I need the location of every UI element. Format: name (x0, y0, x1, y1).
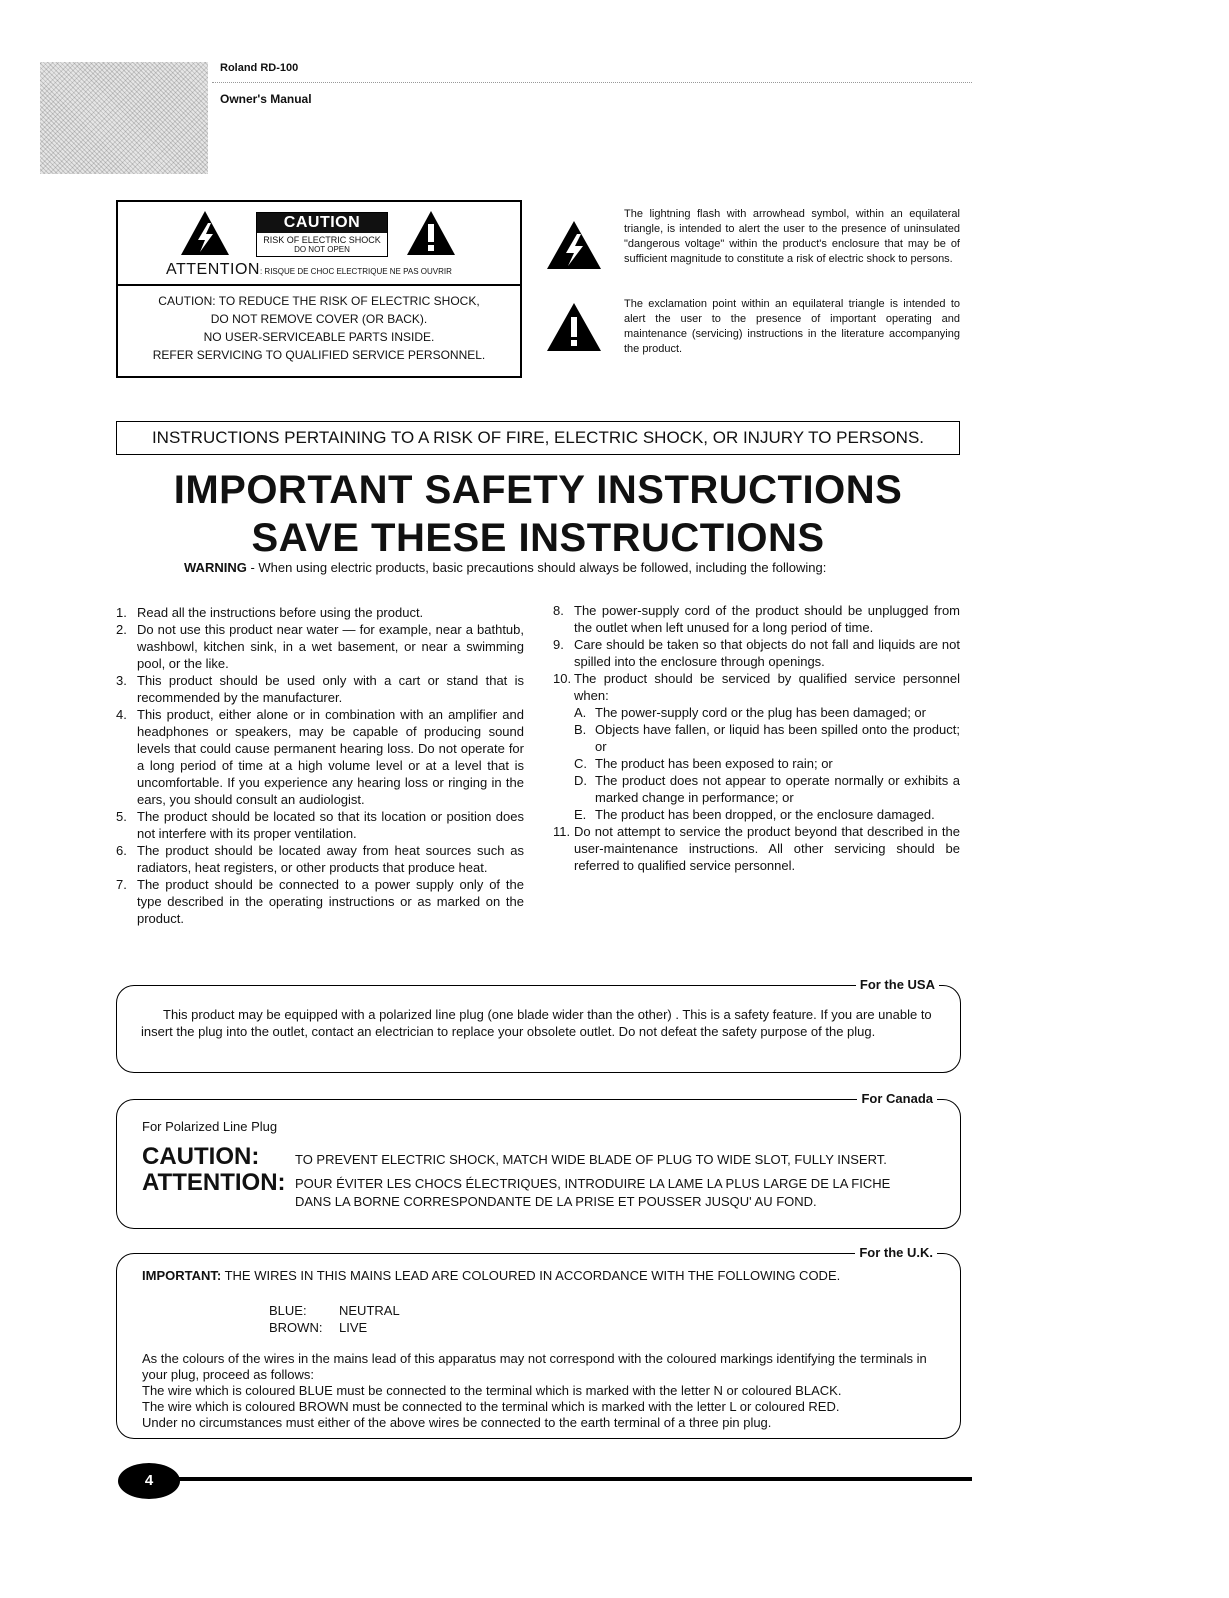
uk-label: For the U.K. (855, 1245, 937, 1260)
caution-box (116, 200, 522, 378)
item-text: Do not attempt to service the product beyond that described in the user-maintenance instructions. All other servicing should be referred to qualified service personnel. (574, 824, 960, 873)
list-item (116, 808, 524, 842)
uk-code-meaning: NEUTRAL (339, 1303, 400, 1318)
canada-attention-text-1: POUR ÉVITER LES CHOCS ÉLECTRIQUES, INTRODUIRE LA LAME LA PLUS LARGE DE LA FICHE (295, 1176, 891, 1191)
instructions-banner: INSTRUCTIONS PERTAINING TO A RISK OF FIRE, ELECTRIC SHOCK, OR INJURY TO PERSONS. (116, 421, 960, 455)
list-item (116, 842, 524, 876)
exclamation-explanation: The exclamation point within an equilateral triangle is intended to alert the user to the presence of important operating and maintenance (servicing) instructions in the literature accompanying the product. (624, 298, 960, 355)
item-text: The product should be located so that its location or position does not interfere with its proper ventilation. (137, 809, 524, 841)
header-brand: Roland RD-100 (220, 62, 299, 74)
exclamation-triangle-icon (546, 302, 602, 352)
footer-rule (168, 1477, 972, 1481)
caution-text-line: NO USER-SERVICEABLE PARTS INSIDE. (203, 330, 435, 344)
attention-line (166, 261, 452, 279)
canada-attention-text-2: DANS LA BORNE CORRESPONDANTE DE LA PRISE ET POUSSER JUSQU' AU FOND. (295, 1194, 817, 1209)
caution-text-line: CAUTION: TO REDUCE THE RISK OF ELECTRIC SHOCK, (158, 294, 480, 308)
caution-label: CAUTION (257, 213, 387, 233)
attention-small: : RISQUE DE CHOC ELECTRIQUE NE PAS OUVRIR (259, 267, 452, 276)
sub-item-letter: A. (574, 705, 587, 720)
sub-list-item (574, 772, 960, 806)
list-item (553, 670, 960, 704)
uk-important-text: THE WIRES IN THIS MAINS LEAD ARE COLOURED IN ACCORDANCE WITH THE FOLLOWING CODE. (221, 1268, 841, 1283)
header-pattern (40, 62, 208, 174)
uk-code-meaning: LIVE (339, 1320, 368, 1335)
canada-caution-label: CAUTION: (142, 1143, 260, 1170)
sub-item-text: Objects have fallen, or liquid has been spilled onto the product; or (595, 722, 960, 754)
sub-list-item (574, 721, 960, 755)
page-subtitle: SAVE THESE INSTRUCTIONS (251, 516, 825, 560)
uk-line: Under no circumstances must either of the above wires be connected to the earth terminal of a three pin plug. (142, 1415, 772, 1430)
item-text: Care should be taken so that objects do not fall and liquids are not spilled into the enclosure through openings. (574, 637, 960, 669)
sub-item-letter: C. (574, 756, 587, 771)
canada-sublabel: For Polarized Line Plug (142, 1119, 278, 1134)
list-item (553, 602, 960, 636)
uk-important-label: IMPORTANT: (142, 1268, 222, 1283)
item-number: 7. (116, 877, 127, 892)
caution-text-line: DO NOT REMOVE COVER (OR BACK). (210, 312, 428, 326)
item-number: 6. (116, 843, 127, 858)
sub-item-text: The product has been exposed to rain; or (595, 756, 833, 771)
exclamation-triangle-icon (406, 210, 456, 256)
item-text: Do not use this product near water — for example, near a bathtub, washbowl, kitchen sink, in a wet basement, or near a swimming pool, or the like. (137, 622, 524, 671)
page-number: 4 (118, 1463, 180, 1499)
list-item (116, 672, 524, 706)
item-number: 9. (553, 637, 564, 652)
warning-label: WARNING (184, 560, 247, 575)
page-title: IMPORTANT SAFETY INSTRUCTIONS (173, 468, 903, 512)
uk-code-colour: BLUE: (269, 1303, 307, 1318)
uk-paragraph (142, 1351, 937, 1431)
item-text: Read all the instructions before using the product. (137, 605, 424, 620)
uk-line: The wire which is coloured BLUE must be connected to the terminal which is marked with the letter N or coloured BLACK. (142, 1383, 842, 1398)
canada-caution-text: TO PREVENT ELECTRIC SHOCK, MATCH WIDE BLADE OF PLUG TO WIDE SLOT, FULLY INSERT. (295, 1152, 887, 1167)
item-number: 8. (553, 603, 564, 618)
sub-item-text: The product does not appear to operate normally or exhibits a marked change in performance; or (595, 773, 960, 805)
sub-list-item (574, 704, 960, 721)
caution-label-box (256, 212, 388, 257)
list-item (116, 621, 524, 672)
caution-text-line: REFER SERVICING TO QUALIFIED SERVICE PERSONNEL. (152, 348, 486, 362)
sub-item-text: The product has been dropped, or the enclosure damaged. (595, 807, 935, 822)
item-text: The product should be serviced by qualified service personnel when: (574, 671, 960, 703)
sub-item-letter: D. (574, 773, 587, 788)
risk-line-1: RISK OF ELECTRIC SHOCK (263, 235, 381, 245)
sub-item-letter: E. (574, 807, 587, 822)
uk-line: The wire which is coloured BROWN must be connected to the terminal which is marked with the letter L or coloured RED. (142, 1399, 840, 1414)
canada-attention-label: ATTENTION: (142, 1169, 286, 1196)
canada-label: For Canada (857, 1091, 937, 1106)
uk-important (142, 1268, 840, 1284)
instructions-left (116, 604, 524, 927)
item-number: 2. (116, 622, 127, 637)
caution-text (118, 292, 520, 364)
usa-text: This product may be equipped with a polarized line plug (one blade wider than the other) . This is a safety feature. If you are unable to insert the plug into the outlet, contact an electrician to replace your obsolete outlet. Do not defeat the safety purpose of the plug. (141, 1007, 932, 1039)
sub-item-letter: B. (574, 722, 587, 737)
item-text: This product, either alone or in combination with an amplifier and headphones or speakers, may be capable of producing sound levels that could cause permanent hearing loss. Do not operate for a long period of time at a high volume level or at a level that is uncomfortable. If you experience any hearing loss or ringing in the ears, you should consult an audiologist. (137, 707, 524, 807)
item-text: The power-supply cord of the product should be unplugged from the outlet when left unused for a long period of time. (574, 603, 960, 635)
list-item (116, 706, 524, 808)
item-text: The product should be connected to a power supply only of the type described in the operating instructions or as marked on the product. (137, 877, 524, 926)
uk-code-colour: BROWN: (269, 1320, 323, 1335)
item-number: 3. (116, 673, 127, 688)
uk-line: As the colours of the wires in the mains lead of this apparatus may not correspond with the coloured markings identifying the terminals in your plug, proceed as follows: (142, 1351, 927, 1382)
lightning-triangle-icon (180, 210, 230, 256)
lightning-explanation: The lightning flash with arrowhead symbol, within an equilateral triangle, is intended to alert the user to the presence of uninsulated "dangerous voltage" within the product's enclosure that may be of sufficient magnitude to constitute a risk of electric shock to persons. (624, 208, 960, 265)
item-number: 4. (116, 707, 127, 722)
item-number: 5. (116, 809, 127, 824)
header-divider (212, 82, 972, 83)
sub-list (553, 704, 960, 823)
caution-box-top (118, 202, 520, 286)
list-item (116, 604, 524, 621)
header-manual: Owner's Manual (220, 92, 312, 106)
sub-list-item (574, 806, 960, 823)
sub-list-item (574, 755, 960, 772)
list-item (116, 876, 524, 927)
item-number: 1. (116, 605, 127, 620)
list-item (553, 636, 960, 670)
usa-label: For the USA (856, 977, 939, 992)
sub-item-text: The power-supply cord or the plug has been damaged; or (595, 705, 926, 720)
item-number: 10. (553, 671, 572, 686)
risk-line-2: DO NOT OPEN (294, 245, 350, 254)
instructions-right (553, 602, 960, 874)
warning-text: - When using electric products, basic precautions should always be followed, including the following: (246, 560, 827, 575)
item-text: The product should be located away from heat sources such as radiators, heat registers, or other products that produce heat. (137, 843, 524, 875)
list-item (553, 823, 960, 874)
warning-line (184, 560, 826, 575)
item-number: 11. (553, 824, 571, 839)
attention-big: ATTENTION (166, 261, 260, 278)
item-text: This product should be used only with a cart or stand that is recommended by the manufacturer. (137, 673, 524, 705)
lightning-triangle-icon (546, 220, 602, 270)
